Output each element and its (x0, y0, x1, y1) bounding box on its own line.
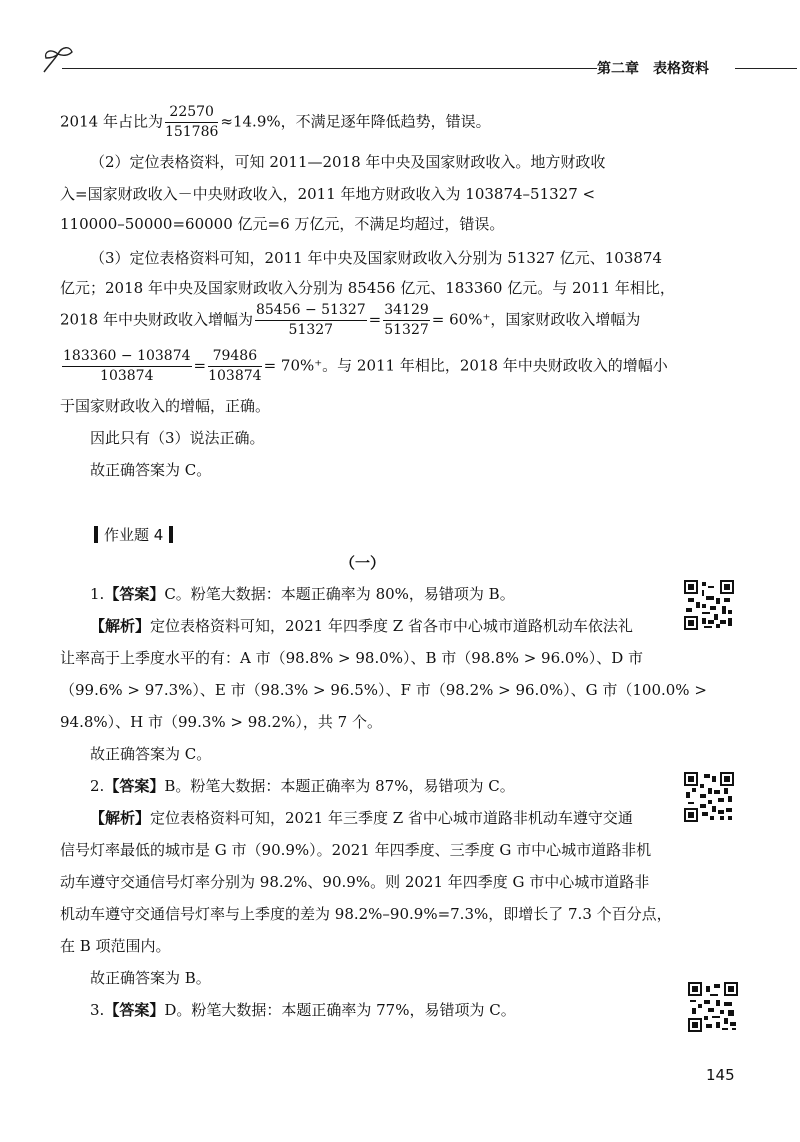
q1-answer: C。粉笔大数据：本题正确率为 80%，易错项为 B。 (164, 585, 515, 603)
q1-analysis-line-4: 94.8%）、H 市（99.3% > 98.2%），共 7 个。 (60, 713, 382, 731)
chapter-label: 第二章 (597, 61, 639, 77)
q1-analysis-line-1 (90, 616, 633, 636)
p3-line-1: （3）定位表格资料可知，2011 年中央及国家财政收入分别为 51327 亿元、103874 (90, 249, 663, 267)
fraction-numerator: 34129 (383, 302, 430, 321)
fraction-national-growth (62, 348, 192, 385)
q1-analysis-line-2: 让率高于上季度水平的有：A 市（98.8% > 98.0%）、B 市（98.8% > 96.0%）、D 市 (60, 649, 644, 667)
fraction-numerator: 22570 (165, 104, 218, 123)
fraction-denominator: 103874 (100, 368, 154, 384)
p3-suffix-2: = 70%⁺。与 2011 年相比，2018 年中央财政收入的增幅小 (263, 356, 668, 375)
p1-suffix: ≈14.9%，不满足逐年降低趋势，错误。 (220, 112, 491, 131)
q3-number: 3. (90, 1001, 105, 1019)
answer-tag: 【答案】 (104, 1001, 165, 1019)
section-title: 作业题 4 (104, 526, 164, 544)
p2-line-1: （2）定位表格资料，可知 2011—2018 年中央及国家财政收入。地方财政收 (90, 153, 606, 171)
fraction-central-growth (255, 302, 367, 339)
q3-answer-line (90, 1000, 516, 1020)
section-subtitle: （一） (340, 554, 386, 572)
fraction-2014 (165, 104, 218, 141)
q2-analysis-line-3: 动车遵守交通信号灯率分别为 98.2%、90.9%。则 2021 年四季度 G 市中心城市道路非 (60, 873, 650, 891)
p3-line-3: 2018 年中央财政收入增幅为 $\frac{85456 - 51327}{51327}$ = $\frac{34129}{51327}$ = 60%⁺，国家财政收入增幅为 (60, 302, 641, 338)
fraction-denominator: 103874 (208, 368, 262, 384)
leaf-icon (40, 44, 76, 74)
q2-analysis-line-4: 机动车遵守交通信号灯率与上季度的差为 98.2%–90.9%=7.3%，即增长了 7.3 个百分点， (60, 905, 672, 923)
analysis-tag: 【解析】 (90, 617, 151, 635)
q2-analysis-text: 定位表格资料可知，2021 年三季度 Z 省中心城市道路非机动车遵守交通 (150, 809, 633, 827)
q2-answer-line (90, 776, 515, 796)
answer-tag: 【答案】 (104, 585, 165, 603)
p4-line: 因此只有（3）说法正确。 (90, 429, 265, 447)
q1-answer-line (90, 584, 515, 604)
q1-number: 1. (90, 585, 105, 603)
header-rule (62, 68, 597, 69)
p1-prefix: 2014 年占比为 (60, 112, 163, 131)
q2-analysis-line-1 (90, 808, 633, 828)
section-heading (88, 524, 179, 545)
fraction-denominator: 151786 (164, 124, 219, 140)
heading-bar-left (94, 526, 98, 543)
qr-code-icon[interactable] (684, 580, 734, 630)
running-header (597, 58, 723, 78)
p3-suffix: = 60%⁺，国家财政收入增幅为 (431, 310, 641, 329)
fraction-denominator: 51327 (288, 322, 334, 338)
fraction-numerator: 79486 (208, 348, 261, 367)
qr-code-icon[interactable] (688, 982, 738, 1032)
q1-analysis-text: 定位表格资料可知，2021 年四季度 Z 省各市中心城市道路机动车依法礼 (150, 617, 633, 635)
p3-line-4: $\frac{183360 - 103874}{103874}$ = $\frac{79486}{103874}$ = 70%⁺。与 2011 年相比，2018 年中央财政收入的增幅小 (63, 348, 668, 384)
fraction-numerator: 183360 − 103874 (62, 348, 192, 367)
p5-line: 故正确答案为 C。 (90, 461, 212, 479)
header-rule-right (735, 68, 797, 69)
q1-analysis-line-3: （99.6% > 97.3%）、E 市（98.3% > 96.5%）、F 市（98.2% > 96.0%）、G 市（100.0% > (60, 681, 707, 699)
analysis-tag: 【解析】 (90, 809, 151, 827)
q2-analysis-line-2: 信号灯率最低的城市是 G 市（90.9%）。2021 年四季度、三季度 G 市中心城市道路非机 (60, 841, 652, 859)
fraction-denominator: 51327 (384, 322, 429, 338)
p2-line-3: 110000–50000=60000 亿元=6 万亿元，不满足均超过，错误。 (60, 215, 505, 233)
q2-conclusion: 故正确答案为 B。 (90, 969, 211, 987)
page-number: 145 (706, 1066, 735, 1084)
fraction-central-growth-result (383, 302, 430, 339)
p3-line-2: 亿元；2018 年中央及国家财政收入分别为 85456 亿元、183360 亿元。与 2011 年相比， (60, 279, 675, 297)
heading-bar-right (169, 526, 173, 543)
fraction-national-growth-result (208, 348, 261, 385)
qr-code-icon[interactable] (684, 772, 734, 822)
q2-analysis-line-5: 在 B 项范围内。 (60, 937, 171, 955)
q2-number: 2. (90, 777, 105, 795)
fraction-numerator: 85456 − 51327 (255, 302, 367, 321)
p3-line-5: 于国家财政收入的增幅，正确。 (60, 397, 271, 415)
q1-conclusion: 故正确答案为 C。 (90, 745, 212, 763)
chapter-title: 表格资料 (653, 61, 709, 77)
p2-line-2: 入=国家财政收入－中央财政收入，2011 年地方财政收入为 103874–51327 < (60, 185, 596, 203)
answer-tag: 【答案】 (104, 777, 165, 795)
p3-prefix: 2018 年中央财政收入增幅为 (60, 310, 253, 329)
p1-line (60, 104, 491, 141)
q3-answer: D。粉笔大数据：本题正确率为 77%，易错项为 C。 (164, 1001, 516, 1019)
q2-answer: B。粉笔大数据：本题正确率为 87%，易错项为 C。 (164, 777, 515, 795)
